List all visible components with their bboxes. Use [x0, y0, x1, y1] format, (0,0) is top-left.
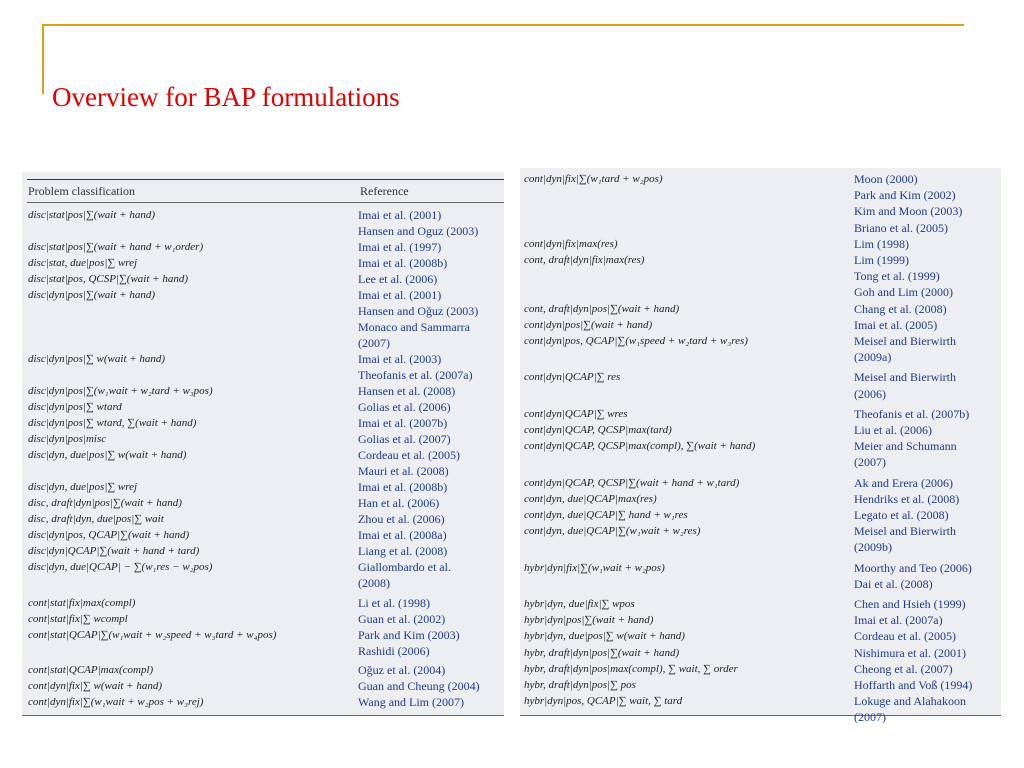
reference-cell: Rashidi (2006) — [358, 644, 430, 658]
reference-cell: Hendriks et al. (2008) — [854, 491, 960, 506]
slide-title: Overview for BAP formulations — [52, 82, 400, 112]
reference-cell: Legato et al. (2008) — [854, 508, 949, 522]
problem-classification-cell: cont|dyn|pos, QCAP|∑(w₁speed + w₂tard + w₃res) — [524, 335, 748, 347]
reference-cell: Meisel and Bierwirth — [854, 370, 956, 385]
reference-cell: Imai et al. (2005) — [854, 317, 938, 332]
problem-classification-cell: disc|dyn|pos|∑ wtard — [28, 401, 122, 413]
problem-classification-cell: hybr, draft|dyn|pos|max(compl), ∑ wait, ∑ order — [524, 662, 738, 675]
problem-classification-cell: cont|dyn|fix|∑(w₁tard + w₂pos) — [524, 173, 663, 185]
problem-classification-cell: disc|dyn|pos|∑ w(wait + hand) — [28, 353, 166, 365]
problem-classification-cell: cont|dyn|QCAP, QCSP|∑(wait + hand + w₁tard) — [524, 476, 740, 489]
problem-classification-cell: cont|dyn, due|QCAP|∑(w₁wait + w₂res) — [524, 525, 701, 538]
left-table-image — [22, 172, 504, 716]
reference-cell: Moorthy and Teo (2006) — [854, 560, 972, 575]
reference-cell: Dai et al. (2008) — [854, 576, 933, 591]
problem-classification-cell: disc|stat|pos, QCSP|∑(wait + hand) — [28, 273, 189, 285]
problem-classification-cell: disc|dyn, due|QCAP| − ∑(w₁res − w₂pos) — [28, 561, 213, 573]
problem-classification-cell: hybr, draft|dyn|pos|∑ pos — [524, 679, 636, 691]
problem-classification-cell: cont|dyn|QCAP, QCSP|max(compl), ∑(wait + hand) — [524, 440, 756, 453]
problem-classification-cell: hybr, draft|dyn|pos|∑(wait + hand) — [524, 646, 680, 659]
reference-cell: Oğuz et al. (2004) — [358, 663, 446, 677]
reference-cell: Nishimura et al. (2001) — [854, 645, 966, 660]
reference-cell: Meisel and Bierwirth — [854, 334, 956, 348]
title-frame-top — [42, 24, 964, 26]
problem-classification-cell: hybr|dyn|fix|∑(w₁wait + w₂pos) — [524, 561, 665, 574]
reference-cell: Lee et al. (2006) — [358, 272, 438, 286]
reference-cell: Guan et al. (2002) — [358, 612, 446, 626]
table-header-bottom-rule — [27, 202, 504, 203]
problem-classification-cell: cont|dyn, due|QCAP|∑ hand + w₁res — [524, 509, 688, 521]
reference-cell: (2009a) — [854, 350, 892, 365]
reference-cell: Imai et al. (2007a) — [854, 613, 943, 628]
reference-cell: (2007) — [854, 710, 886, 725]
reference-cell: Zhou et al. (2006) — [358, 512, 445, 526]
problem-classification-cell: hybr|dyn|pos, QCAP|∑ wait, ∑ tard — [524, 695, 683, 708]
reference-cell: (2006) — [854, 386, 886, 401]
problem-classification-cell: hybr|dyn, due|fix|∑ wpos — [524, 598, 635, 610]
reference-cell: Meier and Schumann — [854, 439, 957, 454]
right-table-image — [520, 168, 1001, 725]
reference-cell: Imai et al. (2001) — [358, 288, 442, 302]
reference-cell: Golias et al. (2007) — [358, 432, 451, 446]
problem-classification-cell: cont, draft|dyn|fix|max(res) — [524, 254, 645, 266]
problem-classification-cell: disc|dyn|pos|misc — [28, 433, 107, 445]
reference-cell: Imai et al. (2008a) — [358, 528, 447, 542]
header-problem-classification: Problem classification — [28, 184, 135, 198]
reference-cell: Guan and Cheung (2004) — [358, 679, 480, 693]
problem-classification-cell: cont|dyn|QCAP, QCSP|max(tard) — [524, 424, 672, 436]
problem-classification-cell: disc|dyn|pos|∑(w₁wait + w₂tard + w₃pos) — [28, 385, 213, 397]
reference-cell: Lokuge and Alahakoon — [854, 694, 966, 709]
reference-cell: Hoffarth and Voß (1994) — [854, 678, 973, 692]
reference-cell: Lim (1999) — [854, 253, 909, 267]
problem-classification-cell: cont|dyn|fix|∑ w(wait + hand) — [28, 680, 163, 692]
problem-classification-cell: cont|stat|QCAP|∑(w₁wait + w₂speed + w₃tard + w₄pos) — [28, 629, 277, 641]
reference-cell: Park and Kim (2003) — [358, 628, 460, 642]
table-header-top-rule — [27, 179, 504, 180]
reference-cell: Chen and Hsieh (1999) — [854, 597, 966, 611]
problem-classification-cell: cont|dyn|fix|∑(w₁wait + w₂pos + w₃rej) — [28, 696, 204, 708]
reference-cell: Chang et al. (2008) — [854, 301, 947, 316]
reference-cell: Theofanis et al. (2007b) — [854, 406, 970, 421]
reference-cell: Cheong et al. (2007) — [854, 661, 953, 676]
problem-classification-cell: disc|stat|pos|∑(wait + hand + w₁order) — [28, 241, 204, 253]
reference-cell: Golias et al. (2006) — [358, 400, 451, 414]
reference-cell: Imai et al. (2007b) — [358, 416, 448, 430]
problem-classification-cell: disc|dyn|pos|∑(wait + hand) — [28, 289, 155, 301]
reference-cell: Imai et al. (2008b) — [358, 256, 448, 270]
reference-cell: Park and Kim (2002) — [854, 188, 956, 203]
header-reference: Reference — [360, 184, 409, 198]
reference-cell: Imai et al. (1997) — [358, 240, 442, 254]
reference-cell: Monaco and Sammarra — [358, 320, 470, 334]
problem-classification-cell: hybr|dyn, due|pos|∑ w(wait + hand) — [524, 630, 685, 643]
reference-cell: Lim (1998) — [854, 236, 909, 251]
reference-cell: Goh and Lim (2000) — [854, 285, 953, 300]
problem-classification-cell: cont|dyn, due|QCAP|max(res) — [524, 492, 657, 505]
reference-cell: Meisel and Bierwirth — [854, 524, 956, 539]
problem-classification-cell: disc|dyn|pos|∑ wtard, ∑(wait + hand) — [28, 417, 197, 429]
reference-cell: Cordeau et al. (2005) — [358, 448, 460, 462]
problem-classification-cell: disc|dyn, due|pos|∑ wrej — [28, 481, 138, 493]
reference-cell: Theofanis et al. (2007a) — [358, 368, 473, 382]
reference-cell: Imai et al. (2001) — [358, 208, 442, 222]
reference-cell: Imai et al. (2008b) — [358, 480, 448, 494]
title-frame-left — [42, 24, 44, 94]
problem-classification-cell: cont|stat|QCAP|max(compl) — [28, 664, 154, 676]
reference-cell: Ak and Erera (2006) — [854, 475, 953, 490]
table-bottom-rule — [520, 715, 1001, 716]
reference-cell: Moon (2000) — [854, 172, 918, 186]
reference-cell: Li et al. (1998) — [358, 596, 430, 610]
problem-classification-cell: cont, draft|dyn|pos|∑(wait + hand) — [524, 302, 680, 315]
reference-cell: Hansen et al. (2008) — [358, 384, 456, 398]
problem-classification-cell: cont|stat|fix|max(compl) — [28, 597, 136, 609]
reference-cell: Wang and Lim (2007) — [358, 695, 465, 709]
reference-cell: (2008) — [358, 576, 390, 590]
reference-cell: Liu et al. (2006) — [854, 423, 932, 437]
problem-classification-cell: disc, draft|dyn|pos|∑(wait + hand) — [28, 497, 182, 509]
reference-cell: Tong et al. (1999) — [854, 269, 940, 284]
problem-classification-cell: cont|stat|fix|∑ wcompl — [28, 613, 128, 625]
reference-cell: (2007) — [854, 455, 886, 470]
reference-cell: Giallombardo et al. — [358, 560, 451, 574]
reference-cell: Liang et al. (2008) — [358, 544, 448, 558]
problem-classification-cell: disc|dyn|pos, QCAP|∑(wait + hand) — [28, 529, 190, 541]
table-bottom-rule — [22, 715, 504, 716]
problem-classification-cell: disc|stat, due|pos|∑ wrej — [28, 257, 138, 269]
reference-cell: Han et al. (2006) — [358, 496, 440, 510]
problem-classification-cell: cont|dyn|pos|∑(wait + hand) — [524, 318, 653, 331]
reference-cell: (2007) — [358, 336, 390, 350]
reference-cell: (2009b) — [854, 540, 892, 555]
problem-classification-cell: hybr|dyn|pos|∑(wait + hand) — [524, 614, 654, 627]
reference-cell: Mauri et al. (2008) — [358, 464, 449, 478]
reference-cell: Imai et al. (2003) — [358, 352, 442, 366]
problem-classification-cell: disc|stat|pos|∑(wait + hand) — [28, 209, 156, 221]
reference-cell: Kim and Moon (2003) — [854, 204, 963, 219]
reference-cell: Hansen and Oguz (2003) — [358, 224, 479, 238]
problem-classification-cell: cont|dyn|QCAP|∑ wres — [524, 407, 628, 420]
problem-classification-cell: cont|dyn|QCAP|∑ res — [524, 371, 621, 384]
problem-classification-cell: disc|dyn, due|pos|∑ w(wait + hand) — [28, 449, 187, 461]
problem-classification-cell: cont|dyn|fix|max(res) — [524, 237, 618, 250]
problem-classification-cell: disc, draft|dyn, due|pos|∑ wait — [28, 513, 164, 525]
reference-cell: Briano et al. (2005) — [854, 220, 948, 235]
reference-cell: Hansen and Oğuz (2003) — [358, 304, 479, 318]
reference-cell: Cordeau et al. (2005) — [854, 629, 956, 644]
problem-classification-cell: disc|dyn|QCAP|∑(wait + hand + tard) — [28, 545, 200, 557]
